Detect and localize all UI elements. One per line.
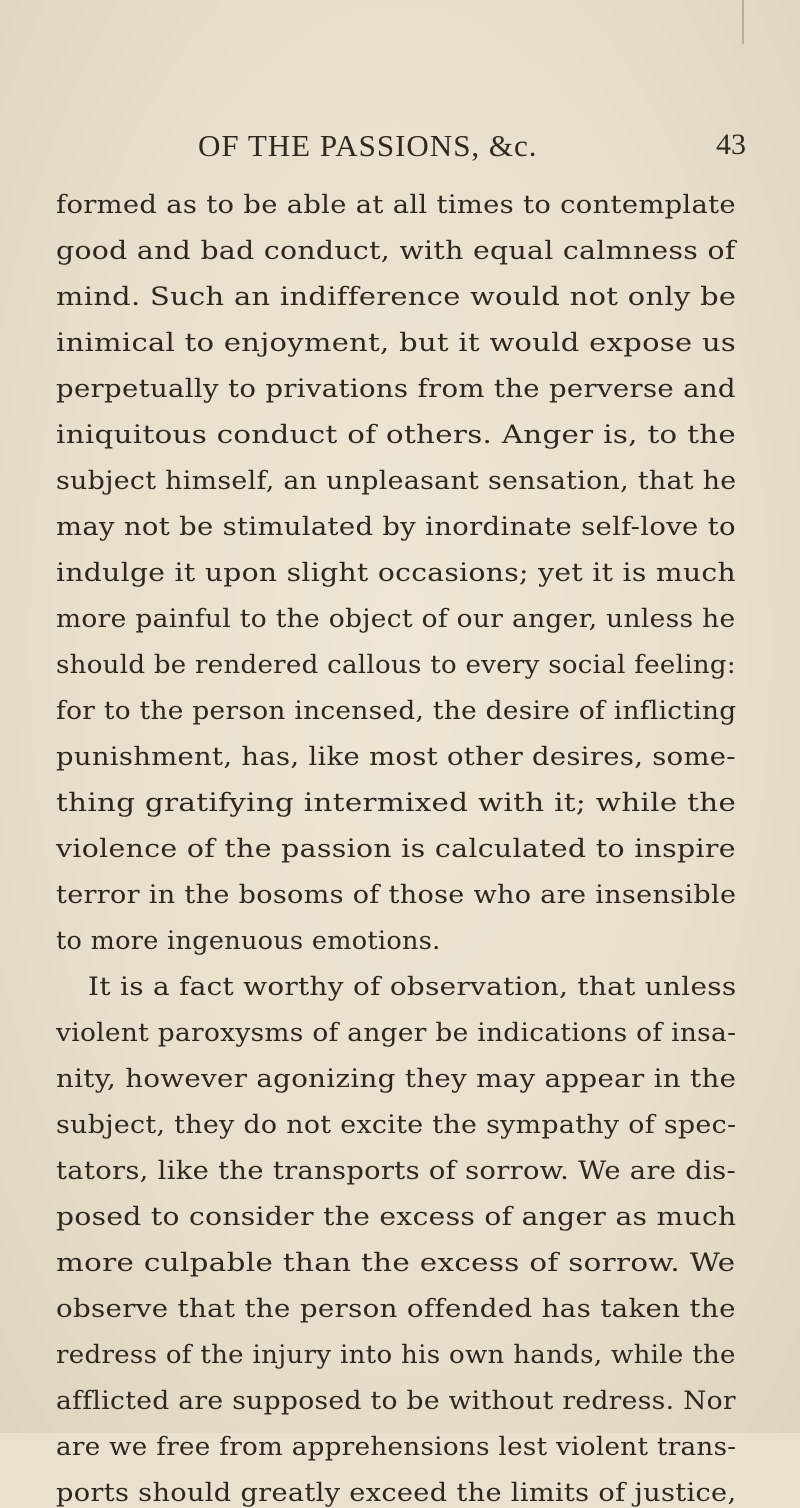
text-line: observe that the person offended has taken the (56, 1294, 736, 1324)
text-line: It is a fact worthy of observation, that unless (88, 972, 737, 1002)
text-line: terror in the bosoms of those who are insensible (56, 880, 737, 910)
text-line: inimical to enjoyment, but it would expose us (56, 328, 737, 358)
text-line: tators, like the transports of sorrow. We are dis- (56, 1156, 737, 1186)
running-title: OF THE PASSIONS, &c. (198, 128, 538, 163)
text-line: punishment, has, like most other desires, some- (56, 742, 736, 772)
text-line: violent paroxysms of anger be indications of insa- (56, 1018, 737, 1048)
text-line: iniquitous conduct of others. Anger is, to the (56, 420, 737, 450)
text-line: for to the person incensed, the desire of inflicting (56, 696, 737, 726)
text-line: more painful to the object of our anger, unless he (56, 604, 736, 634)
text-line: subject himself, an unpleasant sensation, that he (56, 466, 737, 496)
text-line: good and bad conduct, with equal calmness of (56, 236, 736, 266)
text-line: subject, they do not excite the sympathy of spec- (56, 1110, 737, 1140)
text-line: afflicted are supposed to be without redress. Nor (56, 1386, 736, 1416)
text-line: posed to consider the excess of anger as much (56, 1202, 737, 1232)
text-line: ports should greatly exceed the limits of justice, (56, 1478, 737, 1508)
text-line: may not be stimulated by inordinate self-love to (56, 512, 736, 542)
text-line: indulge it upon slight occasions; yet it is much (56, 558, 736, 588)
text-line: thing gratifying intermixed with it; while the (56, 788, 737, 818)
text-line: redress of the injury into his own hands, while the (56, 1340, 736, 1370)
text-line: to more ingenuous emotions. (56, 926, 441, 956)
text-line: should be rendered callous to every social feeling: (56, 650, 736, 680)
text-line: formed as to be able at all times to contemplate (56, 190, 736, 220)
page-edge-mark (742, 0, 744, 44)
text-line: perpetually to privations from the perverse and (56, 374, 736, 404)
text-line: violence of the passion is calculated to inspire (56, 834, 736, 864)
page-number: 43 (716, 128, 746, 161)
running-head (198, 128, 746, 168)
text-line: mind. Such an indifference would not only be (56, 282, 737, 312)
text-line: nity, however agonizing they may appear in the (56, 1064, 737, 1094)
text-line: more culpable than the excess of sorrow. We (56, 1248, 736, 1278)
text-line: are we free from apprehensions lest violent trans- (56, 1432, 737, 1462)
